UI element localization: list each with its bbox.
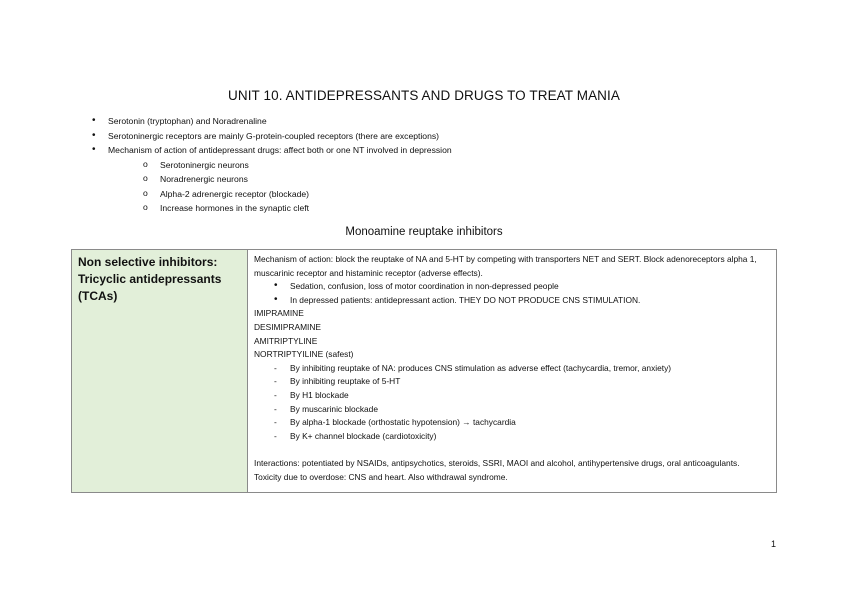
adverse-effect-item: - By H1 blockade — [254, 389, 770, 403]
adverse-effects-list — [254, 362, 770, 444]
drug-class-cell — [72, 250, 248, 493]
bullet-item: • Serotoninergic receptors are mainly G-protein-coupled receptors (there are exceptions) — [92, 129, 452, 144]
drug-class-line: Non selective inhibitors: — [78, 255, 218, 269]
effects-list — [254, 280, 770, 307]
adverse-effect-item: - By inhibiting reuptake of NA: produces CNS stimulation as adverse effect (tachycardia, tremor, anxiety) — [254, 362, 770, 376]
drug-name: DESIMIPRAMINE — [254, 321, 322, 332]
drug-table — [71, 249, 777, 493]
intro-bullet-list — [92, 114, 452, 216]
table-row — [72, 250, 777, 493]
page-number: 1 — [771, 539, 777, 549]
sub-bullet-list — [108, 158, 452, 216]
drug-name: NORTRIPTYILINE (safest) — [254, 349, 354, 360]
sub-bullet-item: o Alpha-2 adrenergic receptor (blockade) — [108, 187, 452, 202]
interactions-text: Interactions: potentiated by NSAIDs, antipsychotics, steroids, SSRI, MAOI and alcohol, antihypertensive drugs, oral anticoagulants. — [254, 457, 740, 468]
spacer — [254, 443, 770, 457]
drug-name: IMIPRAMINE — [254, 308, 304, 319]
sub-bullet-item: o Serotoninergic neurons — [108, 158, 452, 173]
drug-name: AMITRIPTYLINE — [254, 335, 318, 346]
bullet-item: • Serotonin (tryptophan) and Noradrenaline — [92, 114, 452, 129]
section-title: Monoamine reuptake inhibitors — [345, 226, 503, 238]
bullet-text: Mechanism of action of antidepressant drugs: affect both or one NT involved in depression — [108, 145, 452, 155]
effect-item: • In depressed patients: antidepressant action. THEY DO NOT PRODUCE CNS STIMULATION. — [254, 294, 770, 308]
effect-item: • Sedation, confusion, loss of motor coordination in non-depressed people — [254, 280, 770, 294]
adverse-effect-item: - By muscarinic blockade — [254, 403, 770, 417]
drug-details-cell — [248, 250, 777, 493]
sub-bullet-item: o Increase hormones in the synaptic cleft — [108, 201, 452, 216]
sub-bullet-item: o Noradrenergic neurons — [108, 172, 452, 187]
drug-class-line: Tricyclic antidepressants — [78, 272, 222, 286]
toxicity-text: Toxicity due to overdose: CNS and heart. Also withdrawal syndrome. — [254, 471, 508, 482]
adverse-effect-item: - By K+ channel blockade (cardiotoxicity) — [254, 430, 770, 444]
mechanism-text: Mechanism of action: block the reuptake of NA and 5-HT by competing with transporters NET and SERT. Block adenoreceptors alpha 1, muscarinic receptor and histaminic receptor (adverse effects). — [254, 254, 757, 278]
page-title: UNIT 10. ANTIDEPRESSANTS AND DRUGS TO TREAT MANIA — [228, 88, 620, 103]
drug-class-line: (TCAs) — [78, 289, 118, 303]
adverse-effect-item: - By alpha-1 blockade (orthostatic hypotension) → tachycardia — [254, 416, 770, 430]
bullet-item-mechanism — [92, 143, 452, 216]
adverse-effect-item: - By inhibiting reuptake of 5-HT — [254, 375, 770, 389]
